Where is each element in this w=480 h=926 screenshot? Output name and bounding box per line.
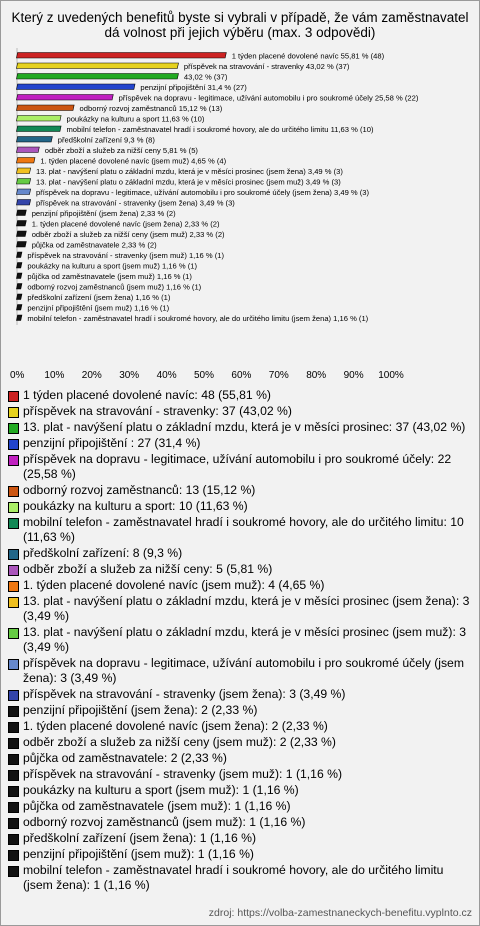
- legend-item: [8, 799, 476, 814]
- legend-label: předškolní zařízení (jsem žena): 1 (1,16 %): [23, 831, 257, 845]
- bar-label-19: půjčka od zaměstnavatele 2,33 % (2): [31, 240, 157, 250]
- legend-swatch: [8, 690, 19, 701]
- bar-label-8: mobilní telefon - zaměstnavatel hradí i soukromé hovory, ale do určitého limitu 11,63 % (10): [66, 124, 374, 134]
- bar-label-16: penzijní připojištění (jsem žena) 2,33 % (2): [31, 208, 176, 218]
- legend-swatch: [8, 866, 19, 877]
- legend-label: příspěvek na stravování - stravenky (jsem muž): 1 (1,16 %): [23, 767, 343, 781]
- legend-swatch: [8, 439, 19, 450]
- bar-label-13: 13. plat - navýšení platu o základní mzdu, která je v měsíci prosinec (jsem muž) 3,49 % (3): [36, 177, 341, 187]
- bar-21: [16, 263, 22, 269]
- bar-label-18: odběr zboží a služeb za nižší ceny (jsem muž) 2,33 % (2): [31, 229, 225, 239]
- legend-swatch: [8, 407, 19, 418]
- bar-label-20: příspěvek na stravování - stravenky (jsem muž) 1,16 % (1): [27, 250, 225, 260]
- legend-swatch: [8, 455, 19, 466]
- bar-chart-plot: [0, 0, 480, 385]
- chart-title: Který z uvedených benefitů byste si vybrali v případě, že vám zaměstnavatel dá volnost při jejich výběru (max. 3 odpovědi): [11, 10, 469, 40]
- legend-label: mobilní telefon - zaměstnavatel hradí i soukromé hovory, ale do určitého limitu: 10 (11,63 %): [23, 515, 464, 544]
- legend-label: půjčka od zaměstnavatele: 2 (2,33 %): [23, 751, 227, 765]
- legend-swatch: [8, 565, 19, 576]
- legend-label: 1. týden placené dovolené navíc (jsem žena): 2 (2,33 %): [23, 719, 328, 733]
- legend-item: [8, 735, 476, 750]
- legend-swatch: [8, 786, 19, 797]
- x-tick-label: 60%: [231, 370, 252, 381]
- legend-label: odběr zboží a služeb za nižší ceny: 5 (5,81 %): [23, 562, 273, 576]
- bar-7: [16, 116, 61, 122]
- bar-11: [16, 158, 35, 164]
- bar-label-3: 43,02 % (37): [183, 72, 228, 82]
- legend-item: [8, 863, 476, 893]
- bar-16: [16, 210, 26, 216]
- legend-swatch: [8, 802, 19, 813]
- bar-label-7: poukázky na kulturu a sport 11,63 % (10): [66, 114, 205, 124]
- x-tick-label: 40%: [156, 370, 177, 381]
- legend-label: 1 týden placené dovolené navíc: 48 (55,81 %): [23, 388, 271, 402]
- legend-item: [8, 656, 476, 686]
- legend-item: [8, 831, 476, 846]
- bar-label-5: příspěvek na dopravu - legitimace, užívání automobilu i pro soukromé účely 25,58 % (22): [118, 93, 419, 103]
- bar-8: [16, 126, 61, 132]
- bar-10: [16, 147, 39, 153]
- legend-label: poukázky na kulturu a sport (jsem muž): 1 (1,16 %): [23, 783, 299, 797]
- legend-item: [8, 767, 476, 782]
- legend-swatch: [8, 628, 19, 639]
- bar-label-15: příspěvek na stravování - stravenky (jsem žena) 3,49 % (3): [36, 198, 235, 208]
- x-tick-label: 100%: [378, 370, 404, 381]
- legend-item: [8, 404, 476, 419]
- bar-5: [16, 95, 113, 101]
- bar-9: [16, 137, 52, 143]
- bar-label-23: odborný rozvoj zaměstnanců (jsem muž) 1,16 % (1): [27, 282, 202, 292]
- chart-legend: [8, 388, 476, 894]
- legend-swatch: [8, 659, 19, 670]
- legend-swatch: [8, 818, 19, 829]
- bar-18: [16, 231, 26, 237]
- legend-swatch: [8, 706, 19, 717]
- legend-swatch: [8, 549, 19, 560]
- bar-1: [16, 53, 226, 59]
- bar-label-26: mobilní telefon - zaměstnavatel hradí i soukromé hovory, ale do určitého limitu (jsem žena) 1,16 % (1): [27, 313, 369, 323]
- legend-item: [8, 499, 476, 514]
- legend-swatch: [8, 850, 19, 861]
- legend-label: odborný rozvoj zaměstnanců: 13 (15,12 %): [23, 483, 256, 497]
- legend-label: příspěvek na stravování - stravenky: 37 (43,02 %): [23, 404, 292, 418]
- x-tick-label: 50%: [193, 370, 215, 381]
- bar-label-10: odběr zboží a služeb za nižší ceny 5,81 % (5): [44, 145, 198, 155]
- bar-17: [16, 221, 26, 227]
- bar-3: [16, 74, 178, 80]
- legend-label: 13. plat - navýšení platu o základní mzdu, která je v měsíci prosinec (jsem muž): 3 (3,49 %): [23, 625, 466, 654]
- legend-item: [8, 546, 476, 561]
- bar-label-11: 1. týden placené dovolené navíc (jsem muž) 4,65 % (4): [40, 156, 227, 166]
- legend-swatch: [8, 391, 19, 402]
- legend-label: penzijní připojištění (jsem muž): 1 (1,16 %): [23, 847, 254, 861]
- legend-swatch: [8, 423, 19, 434]
- legend-item: [8, 687, 476, 702]
- x-tick-label: 90%: [343, 370, 364, 381]
- bar-label-6: odborný rozvoj zaměstnanců 15,12 % (13): [79, 103, 223, 113]
- x-tick-label: 70%: [268, 370, 289, 381]
- legend-label: odběr zboží a služeb za nižší ceny (jsem muž): 2 (2,33 %): [23, 735, 336, 749]
- legend-swatch: [8, 502, 19, 513]
- legend-item: [8, 815, 476, 830]
- x-tick-label: 80%: [306, 370, 327, 381]
- legend-label: 13. plat - navýšení platu o základní mzdu, která je v měsíci prosinec: 37 (43,02 %): [23, 420, 466, 434]
- bar-22: [16, 273, 22, 279]
- legend-label: půjčka od zaměstnavatele (jsem muž): 1 (1,16 %): [23, 799, 291, 813]
- legend-label: penzijní připojištění : 27 (31,4 %): [23, 436, 201, 450]
- x-tick-label: 30%: [119, 370, 140, 381]
- bar-25: [16, 305, 22, 311]
- bar-label-1: 1 týden placené dovolené navíc 55,81 % (48): [231, 51, 385, 61]
- bar-2: [16, 63, 178, 69]
- legend-label: příspěvek na dopravu - legitimace, užívání automobilu i pro soukromé účely: 22 (25,58 %): [23, 452, 452, 481]
- legend-swatch: [8, 597, 19, 608]
- legend-swatch: [8, 754, 19, 765]
- bar-6: [16, 105, 74, 111]
- legend-swatch: [8, 518, 19, 529]
- bar-13: [16, 179, 30, 185]
- bar-label-25: penzijní připojištění (jsem muž) 1,16 % (1): [27, 303, 170, 313]
- bar-19: [16, 242, 26, 248]
- legend-item: [8, 578, 476, 593]
- legend-item: [8, 847, 476, 862]
- bar-label-17: 1. týden placené dovolené navíc (jsem žena) 2,33 % (2): [31, 219, 220, 229]
- bar-label-2: příspěvek na stravování - stravenky 43,02 % (37): [183, 61, 350, 71]
- legend-label: příspěvek na dopravu - legitimace, užívání automobilu i pro soukromé účely (jsem žena): 3 (3,49 %): [23, 656, 464, 685]
- legend-label: předškolní zařízení: 8 (9,3 %): [23, 546, 183, 560]
- bar-24: [16, 294, 22, 300]
- legend-item: [8, 594, 476, 624]
- bar-label-24: předškolní zařízení (jsem žena) 1,16 % (1): [27, 292, 171, 302]
- legend-label: příspěvek na stravování - stravenky (jsem žena): 3 (3,49 %): [23, 687, 346, 701]
- bar-26: [16, 315, 22, 321]
- legend-item: [8, 783, 476, 798]
- legend-item: [8, 719, 476, 734]
- legend-item: [8, 515, 476, 545]
- bar-14: [16, 189, 30, 195]
- x-tick-label: 20%: [81, 370, 102, 381]
- legend-item: [8, 420, 476, 435]
- bar-label-21: poukázky na kulturu a sport (jsem muž) 1,16 % (1): [27, 261, 198, 271]
- x-tick-label: 10%: [44, 370, 65, 381]
- legend-swatch: [8, 770, 19, 781]
- legend-item: [8, 452, 476, 482]
- legend-item: [8, 562, 476, 577]
- legend-label: odborný rozvoj zaměstnanců (jsem muž): 1 (1,16 %): [23, 815, 306, 829]
- legend-label: mobilní telefon - zaměstnavatel hradí i soukromé hovory, ale do určitého limitu (jsem žena): 1 (1,16 %): [23, 863, 444, 892]
- legend-item: [8, 388, 476, 403]
- legend-item: [8, 483, 476, 498]
- legend-item: [8, 751, 476, 766]
- legend-swatch: [8, 834, 19, 845]
- bar-label-9: předškolní zařízení 9,3 % (8): [57, 135, 155, 145]
- bar-15: [16, 200, 30, 206]
- legend-label: penzijní připojištění (jsem žena): 2 (2,33 %): [23, 703, 258, 717]
- legend-swatch: [8, 581, 19, 592]
- x-tick-label: 0%: [10, 370, 25, 381]
- bar-23: [16, 284, 22, 290]
- bar-label-14: příspěvek na dopravu - legitimace, užívání automobilu i pro soukromé účely (jsem žena) 3,49 % (3): [36, 187, 370, 197]
- bar-12: [16, 168, 30, 174]
- bar-label-12: 13. plat - navýšení platu o základní mzdu, která je v měsíci prosinec (jsem žena) 3,49 % (3): [36, 166, 343, 176]
- legend-item: [8, 703, 476, 718]
- legend-label: 13. plat - navýšení platu o základní mzdu, která je v měsíci prosinec (jsem žena): 3 (3,49 %): [23, 594, 470, 623]
- legend-label: 1. týden placené dovolené navíc (jsem muž): 4 (4,65 %): [23, 578, 325, 592]
- legend-item: [8, 625, 476, 655]
- legend-swatch: [8, 738, 19, 749]
- legend-swatch: [8, 722, 19, 733]
- bar-20: [16, 252, 22, 258]
- legend-swatch: [8, 486, 19, 497]
- bar-label-22: půjčka od zaměstnavatele (jsem muž) 1,16 % (1): [27, 271, 192, 281]
- bar-4: [16, 84, 135, 90]
- legend-label: poukázky na kulturu a sport: 10 (11,63 %): [23, 499, 248, 513]
- source-note: zdroj: https://volba-zamestnaneckych-benefitu.vyplnto.cz: [208, 907, 472, 919]
- legend-item: [8, 436, 476, 451]
- bar-label-4: penzijní připojištění 31,4 % (27): [140, 82, 247, 92]
